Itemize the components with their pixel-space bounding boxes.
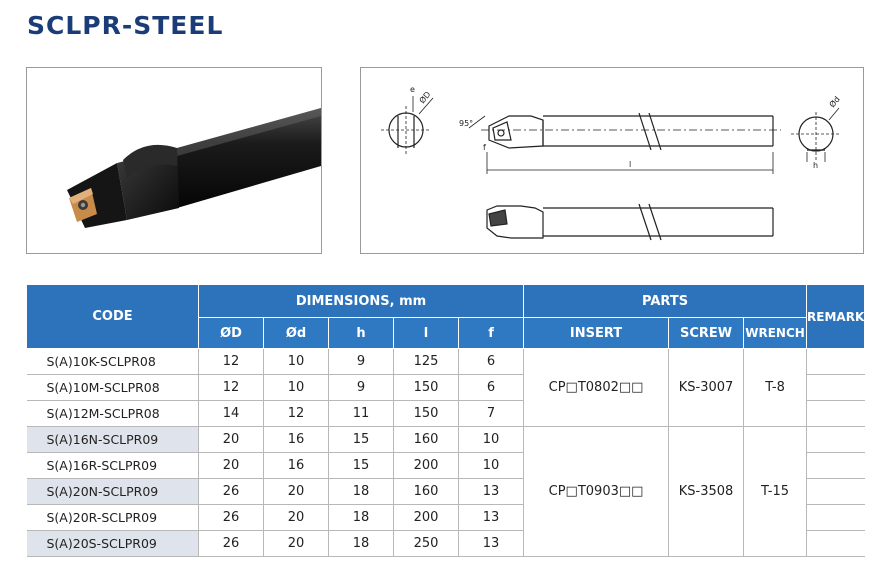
cell-d: 20 [264, 479, 329, 505]
cell-wrench: T-15 [744, 427, 807, 557]
cell-l: 150 [394, 375, 459, 401]
header-dimensions: DIMENSIONS, mm [199, 285, 524, 318]
cell-h: 15 [329, 453, 394, 479]
cell-D: 20 [199, 427, 264, 453]
label-l: l [629, 160, 632, 169]
table-row [27, 427, 865, 453]
header-parts: PARTS [524, 285, 807, 318]
cell-d: 12 [264, 401, 329, 427]
cell-remark [807, 427, 865, 453]
cell-remark [807, 453, 865, 479]
header-code: CODE [27, 285, 199, 349]
bottom-view [487, 204, 773, 240]
header-screw: SCREW [669, 318, 744, 349]
front-view-right [791, 108, 841, 162]
cell-d: 20 [264, 505, 329, 531]
cell-f: 13 [459, 479, 524, 505]
table-row [27, 349, 865, 375]
cell-h: 18 [329, 531, 394, 557]
row-code: S(A)16R-SCLPR09 [27, 453, 199, 479]
label-e: e [410, 85, 415, 94]
cell-d: 10 [264, 349, 329, 375]
cell-d: 10 [264, 375, 329, 401]
row-code: S(A)20N-SCLPR09 [27, 479, 199, 505]
row-code: S(A)10M-SCLPR08 [27, 375, 199, 401]
header-wrench: WRENCH [744, 318, 807, 349]
cell-remark [807, 401, 865, 427]
header-l: l [394, 318, 459, 349]
cell-wrench: T-8 [744, 349, 807, 427]
header-insert: INSERT [524, 318, 669, 349]
cell-D: 12 [199, 375, 264, 401]
cell-f: 10 [459, 427, 524, 453]
cell-remark [807, 375, 865, 401]
header-remark: REMARK [807, 285, 865, 349]
cell-D: 26 [199, 479, 264, 505]
cell-l: 200 [394, 453, 459, 479]
cell-l: 150 [394, 401, 459, 427]
cell-h: 18 [329, 479, 394, 505]
label-phi-d: Ød [827, 94, 842, 110]
page-title: SCLPR-STEEL [27, 11, 224, 40]
cell-h: 9 [329, 375, 394, 401]
cell-d: 16 [264, 427, 329, 453]
cell-h: 15 [329, 427, 394, 453]
header-h: h [329, 318, 394, 349]
cell-h: 9 [329, 349, 394, 375]
cell-d: 16 [264, 453, 329, 479]
cell-f: 13 [459, 505, 524, 531]
cell-screw: KS-3508 [669, 427, 744, 557]
cell-insert: CP□T0802□□ [524, 349, 669, 427]
cell-remark [807, 505, 865, 531]
label-h: h [813, 161, 819, 170]
cell-screw: KS-3007 [669, 349, 744, 427]
cell-remark [807, 531, 865, 557]
cell-remark [807, 479, 865, 505]
front-view-left [381, 96, 433, 156]
cell-f: 6 [459, 375, 524, 401]
row-code: S(A)16N-SCLPR09 [27, 427, 199, 453]
cell-D: 26 [199, 531, 264, 557]
label-phi-D: ØD [417, 89, 433, 106]
header-f: f [459, 318, 524, 349]
cell-l: 160 [394, 427, 459, 453]
technical-drawing [360, 67, 864, 254]
cell-D: 12 [199, 349, 264, 375]
header-phi-D: ØD [199, 318, 264, 349]
cell-D: 26 [199, 505, 264, 531]
header-phi-d: Ød [264, 318, 329, 349]
row-code: S(A)20S-SCLPR09 [27, 531, 199, 557]
spec-table [26, 284, 865, 557]
row-code: S(A)20R-SCLPR09 [27, 505, 199, 531]
row-code: S(A)12M-SCLPR08 [27, 401, 199, 427]
cell-insert: CP□T0903□□ [524, 427, 669, 557]
cell-h: 18 [329, 505, 394, 531]
cell-f: 7 [459, 401, 524, 427]
cell-f: 10 [459, 453, 524, 479]
label-f: f [483, 143, 486, 152]
side-view [469, 113, 781, 174]
label-angle: 95° [459, 119, 474, 128]
cell-remark [807, 349, 865, 375]
tool-holder-photo [26, 67, 322, 254]
dimension-drawing [361, 68, 863, 253]
cell-l: 160 [394, 479, 459, 505]
cell-D: 20 [199, 453, 264, 479]
cell-f: 6 [459, 349, 524, 375]
cell-l: 125 [394, 349, 459, 375]
cell-f: 13 [459, 531, 524, 557]
cell-l: 200 [394, 505, 459, 531]
cell-h: 11 [329, 401, 394, 427]
boring-bar-illustration [27, 68, 321, 253]
row-code: S(A)10K-SCLPR08 [27, 349, 199, 375]
cell-d: 20 [264, 531, 329, 557]
cell-D: 14 [199, 401, 264, 427]
cell-l: 250 [394, 531, 459, 557]
